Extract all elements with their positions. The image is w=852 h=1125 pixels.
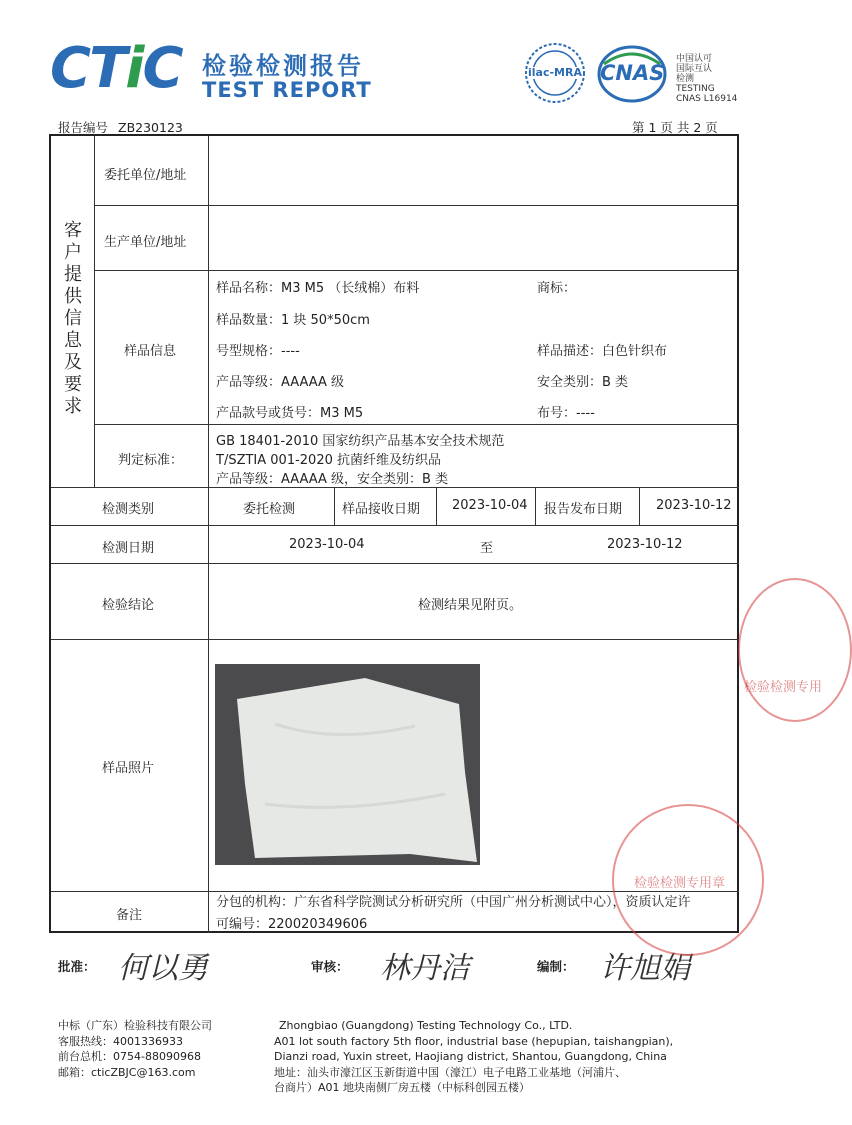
client-label: 委托单位/地址 <box>104 168 187 183</box>
approve-signature: 何以勇 <box>118 951 208 986</box>
footer-right <box>274 1018 673 1096</box>
prepare-signature: 许旭娟 <box>600 951 690 986</box>
sample-photo <box>215 664 480 865</box>
remarks-line-1: 分包的机构：广东省科学院测试分析研究所（中国广州分析测试中心），资质认定许 <box>216 895 691 910</box>
report-title-en: TEST REPORT <box>202 78 372 102</box>
sample-quantity: 样品数量：1 块 50*50cm <box>216 313 370 328</box>
test-type-label: 检测类别 <box>102 502 155 517</box>
test-type-value: 委托检测 <box>243 502 296 517</box>
issue-date: 2023-10-12 <box>656 498 732 513</box>
review-label: 审核： <box>311 959 349 974</box>
front-desk-tel: 前台总机：0754-88090968 <box>58 1050 201 1063</box>
sample-info-label: 样品信息 <box>124 344 177 359</box>
address-en-1: A01 lot south factory 5th floor, industrial base (hepupian, taishangpian), <box>274 1034 674 1048</box>
standard-line-3: 产品等级：AAAAA 级，安全类别：B 类 <box>216 472 449 487</box>
report-number-value: ZB230123 <box>118 120 183 135</box>
address-cn-2: 台商片）A01 地块南侧厂房五楼（中标科创园五楼） <box>274 1081 531 1094</box>
sample-safety: 安全类别：B 类 <box>537 375 629 390</box>
sample-grade: 产品等级：AAAAA 级 <box>216 375 345 390</box>
seal-stamp-bottom-text: 检验检测专用章 <box>634 876 726 891</box>
sample-description: 样品描述：白色针织布 <box>537 344 668 359</box>
sample-fabric-no: 布号：---- <box>537 406 595 421</box>
company-cn: 中标（广东）检验科技有限公司 <box>58 1019 212 1032</box>
review-signature: 林丹洁 <box>380 951 470 986</box>
cnas-text: 中国认可 国际互认 检测 TESTING CNAS L16914 <box>676 54 738 104</box>
remarks-label: 备注 <box>116 908 143 923</box>
seal-stamp-top <box>738 578 852 722</box>
sample-trademark: 商标： <box>537 281 577 296</box>
address-en-2: Dianzi road, Yuxin street, Haojiang district, Shantou, Guangdong, China <box>274 1050 667 1063</box>
seal-stamp-top-text: 检验检测专用 <box>744 680 823 695</box>
standard-line-2: T/SZTIA 001-2020 抗菌纤维及纺织品 <box>216 453 441 468</box>
test-date-to: 2023-10-12 <box>607 537 683 552</box>
ctic-logo: CTiC <box>50 36 182 101</box>
email: 邮箱：cticZBJC@163.com <box>58 1065 196 1079</box>
issue-date-label: 报告发布日期 <box>544 502 623 517</box>
footer-left <box>58 1018 212 1080</box>
test-date-to-label: 至 <box>480 541 494 556</box>
ilac-label: ilac-MRA <box>528 66 582 79</box>
report-number-label: 报告编号 <box>58 120 109 135</box>
sample-model: 号型规格：---- <box>216 344 300 359</box>
ilac-mra-logo <box>524 42 586 104</box>
receive-date: 2023-10-04 <box>452 498 528 513</box>
client-section-label: 客 户 提 供 信 息 及 要 求 <box>64 220 82 417</box>
standard-line-1: GB 18401-2010 国家纺织产品基本安全技术规范 <box>216 434 505 449</box>
test-date-label: 检测日期 <box>102 541 155 556</box>
prepare-label: 编制： <box>537 959 575 974</box>
seal-stamp-bottom <box>612 804 764 956</box>
conclusion-label: 检验结论 <box>102 598 155 613</box>
service-tel: 客服热线：4001336933 <box>58 1034 183 1048</box>
conclusion-value: 检测结果见附页。 <box>418 598 523 613</box>
manufacturer-label: 生产单位/地址 <box>104 235 187 250</box>
photo-label: 样品照片 <box>102 761 155 776</box>
approve-label: 批准： <box>58 959 96 974</box>
remarks-line-2: 可编号：220020349606 <box>216 917 368 932</box>
receive-date-label: 样品接收日期 <box>342 502 421 517</box>
standard-label: 判定标准： <box>118 453 184 468</box>
test-date-from: 2023-10-04 <box>289 537 365 552</box>
sample-style-no: 产品款号或货号：M3 M5 <box>216 406 364 421</box>
cnas-logo <box>596 44 668 104</box>
cnas-label: CNAS <box>600 61 665 85</box>
page-info: 第 1 页 共 2 页 <box>632 120 718 135</box>
sample-name: 样品名称：M3 M5 （长绒棉）布料 <box>216 281 420 296</box>
address-cn-1: 地址：汕头市濠江区玉新街道中国（濠江）电子电路工业基地（河浦片、 <box>274 1065 626 1079</box>
company-en: Zhongbiao (Guangdong) Testing Technology Co., LTD. <box>279 1019 573 1032</box>
report-title-cn: 检验检测报告 <box>202 52 364 80</box>
